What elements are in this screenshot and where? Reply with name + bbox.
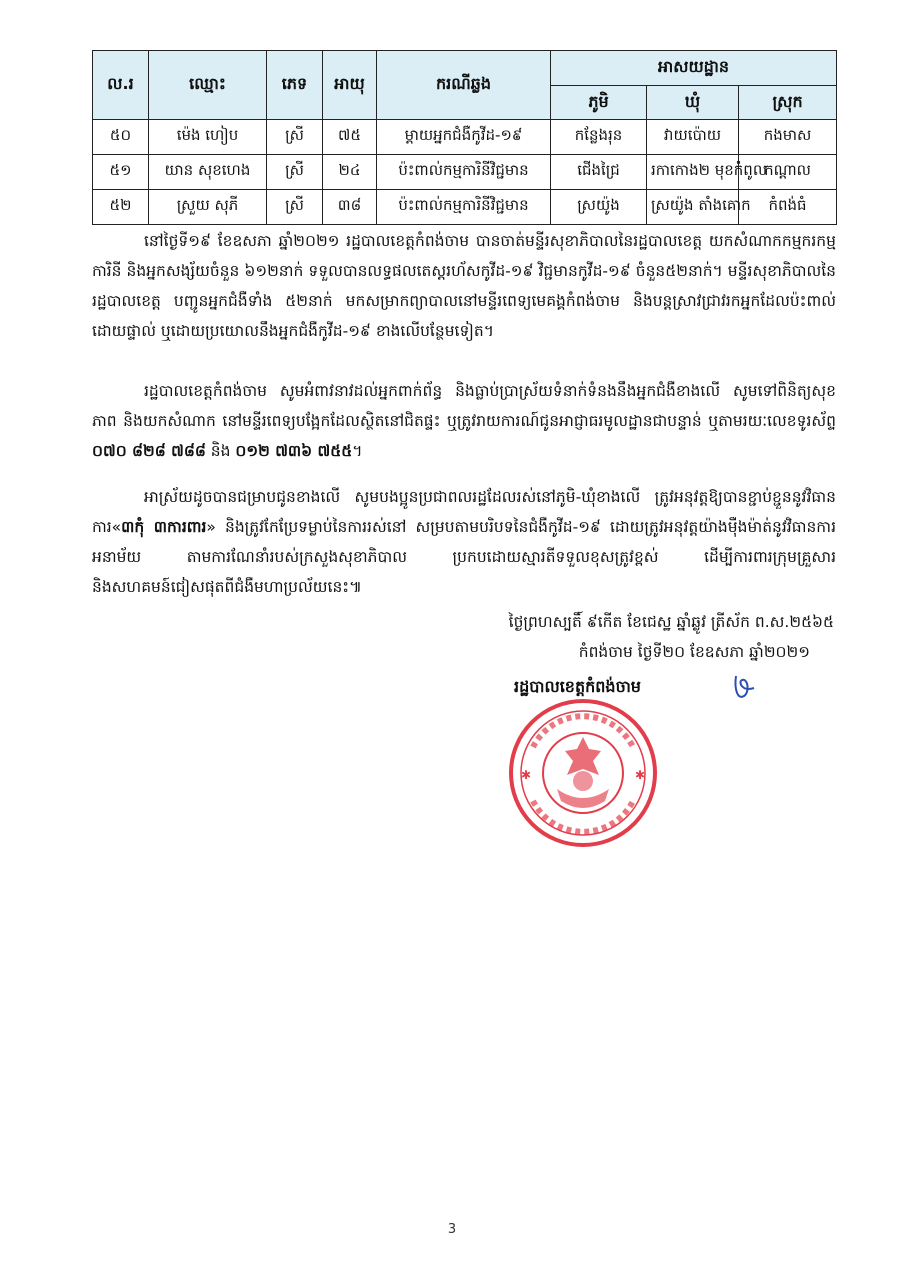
header-district: ស្រុក	[739, 86, 837, 120]
cell-sex: ស្រី	[267, 120, 323, 155]
cell-sex: ស្រី	[267, 190, 323, 225]
paragraph-1-text: នៅថ្ងៃទី១៩ ខែឧសភា ឆ្នាំ២០២១ រដ្ឋបាលខេត្តកំពង់ចាម បានចាត់មន្ទីរសុខាភិបាលនៃរដ្ឋបាលខេត្ត យកសំណាកកម្មករកម្មការិនី និងអ្នកសង្ស័យចំនួន ៦១២នាក់ ទទួលបានលទ្ធផលតេស្តរហ័សកូវីដ-១៩ វិជ្ជមានកូវីដ-១៩ ចំនួន៥២នាក់។ មន្ទីរសុខាភិបាលនៃរដ្ឋបាលខេត្ត បញ្ជូនអ្នកជំងឺទាំង ៥២នាក់ មកសម្រាកព្យាបាលនៅមន្ទីរពេទ្យមេគង្គកំពង់ចាម និងបន្តស្រាវជ្រាវរកអ្នកដែលប៉ះពាល់ដោយផ្ទាល់ ឬដោយប្រយោលនឹងអ្នកជំងឺកូវីដ-១៩ ខាងលើបន្ថែមទៀត។	[92, 232, 836, 340]
cell-sex: ស្រី	[267, 155, 323, 190]
three-dont-three-protect: ៣កុំ ៣ការពារ	[121, 518, 207, 536]
cell-commune: រកាកោង២ មុខកំពូល	[647, 155, 739, 190]
table-row	[93, 120, 837, 155]
cell-case: ប៉ះពាល់កម្មការិនីវិជ្ជមាន	[377, 190, 551, 225]
paragraph-announcement	[92, 226, 836, 346]
solar-date: កំពង់ចាម ថ្ងៃទី២០ ខែឧសភា ឆ្នាំ២០២១	[578, 643, 810, 661]
official-seal-icon	[507, 697, 659, 849]
paragraph-2-and: និង	[205, 442, 236, 460]
header-no: ល.រ	[93, 51, 149, 120]
cell-village: ជើងជ្រៃ	[551, 155, 647, 190]
cases-table	[92, 50, 837, 225]
cell-no: ៥០	[93, 120, 149, 155]
signer-title: រដ្ឋបាលខេត្តកំពង់ចាម	[514, 677, 641, 696]
cell-no: ៥២	[93, 190, 149, 225]
cell-commune: វាយប៉ោយ	[647, 120, 739, 155]
cell-district: កងមាស	[739, 120, 837, 155]
cell-age: ៣៨	[323, 190, 377, 225]
header-sex: ភេទ	[267, 51, 323, 120]
svg-text:✱: ✱	[635, 768, 646, 782]
svg-text:✱: ✱	[521, 768, 532, 782]
cell-no: ៥១	[93, 155, 149, 190]
paragraph-appeal	[92, 376, 836, 466]
cell-name: ស្រួយ សុភី	[149, 190, 267, 225]
table-row	[93, 155, 837, 190]
paragraph-2-text: រដ្ឋបាលខេត្តកំពង់ចាម សូមអំពាវនាវដល់អ្នកពាក់ព័ន្ធ និងធ្លាប់ប្រាស្រ័យទំនាក់ទំនងនឹងអ្នកជំងឺខាងលើ សូមទៅពិនិត្យសុខភាព និងយកសំណាក នៅមន្ទីរពេទ្យបង្អែកដែលស្ថិតនៅជិតផ្ទះ ឬត្រូវរាយការណ៍ជូនអាជ្ញាធរមូលដ្ឋានជាបន្ទាន់ ឬតាមរយៈលេខទូរស័ព្ទ	[92, 382, 836, 430]
cell-district: កណ្ដាល	[739, 155, 837, 190]
cell-case: ប៉ះពាល់កម្មការិនីវិជ្ជមាន	[377, 155, 551, 190]
header-village: ភូមិ	[551, 86, 647, 120]
header-case: ករណីឆ្លង	[377, 51, 551, 120]
page-number: 3	[447, 1222, 457, 1237]
cell-commune: ស្រយ៉ូង តាំងគោក	[647, 190, 739, 225]
cell-case: ម្ដាយអ្នកជំងឺកូវីដ-១៩	[377, 120, 551, 155]
header-name: ឈ្មោះ	[149, 51, 267, 120]
cell-age: ៧៥	[323, 120, 377, 155]
paragraph-2-end: ។	[352, 442, 363, 460]
cell-village: ស្រយ៉ូង	[551, 190, 647, 225]
phone-number-2: ០១២ ៧៣៦ ៧៥៥	[235, 442, 353, 460]
header-age: អាយុ	[323, 51, 377, 120]
lunar-date: ថ្ងៃព្រហស្បតិ៍ ៩កើត ខែជេស្ឋ ឆ្នាំឆ្លូវ ត្រីស័ក ព.ស.២៥៦៥	[508, 613, 834, 631]
cell-village: កន្លែងរុន	[551, 120, 647, 155]
header-commune: ឃុំ	[647, 86, 739, 120]
phone-number-1: ០៧០ ៨២៨ ៧៨៨	[92, 442, 206, 460]
cell-name: ម៉េង ហៀប	[149, 120, 267, 155]
paragraph-3-text: អាស្រ័យដូចបានជម្រាបជូនខាងលើ សូមបងប្អូនប្រជាពលរដ្ឋដែលរស់នៅភូមិ-ឃុំខាងលើ ត្រូវអនុវត្តឱ្យបានខ្ជាប់ខ្ជួននូវវិធានការ«	[92, 488, 836, 536]
paragraph-3-end: » និងត្រូវកែប្រែទម្លាប់នៃការរស់នៅ សម្របតាមបរិបទនៃជំងឺកូវីដ-១៩ ដោយត្រូវអនុវត្តយ៉ាងម៉ឺងម៉ាត់នូវវិធានការអនាម័យ តាមការណែនាំរបស់ក្រសួងសុខាភិបាល ប្រកបដោយស្មារតីទទួលខុសត្រូវខ្ពស់ ដើម្បីការពារក្រុមគ្រួសារ និងសហគមន៍ជៀសផុតពីជំងឺមហាប្រល័យនេះ៕	[92, 518, 836, 596]
table-row	[93, 190, 837, 225]
cell-age: ២៤	[323, 155, 377, 190]
header-address: អាសយដ្ឋាន	[551, 51, 837, 86]
paragraph-guidance	[92, 482, 836, 602]
signature-icon	[730, 670, 760, 704]
cell-district: កំពង់ធំ	[739, 190, 837, 225]
cell-name: យាន សុខហេង	[149, 155, 267, 190]
